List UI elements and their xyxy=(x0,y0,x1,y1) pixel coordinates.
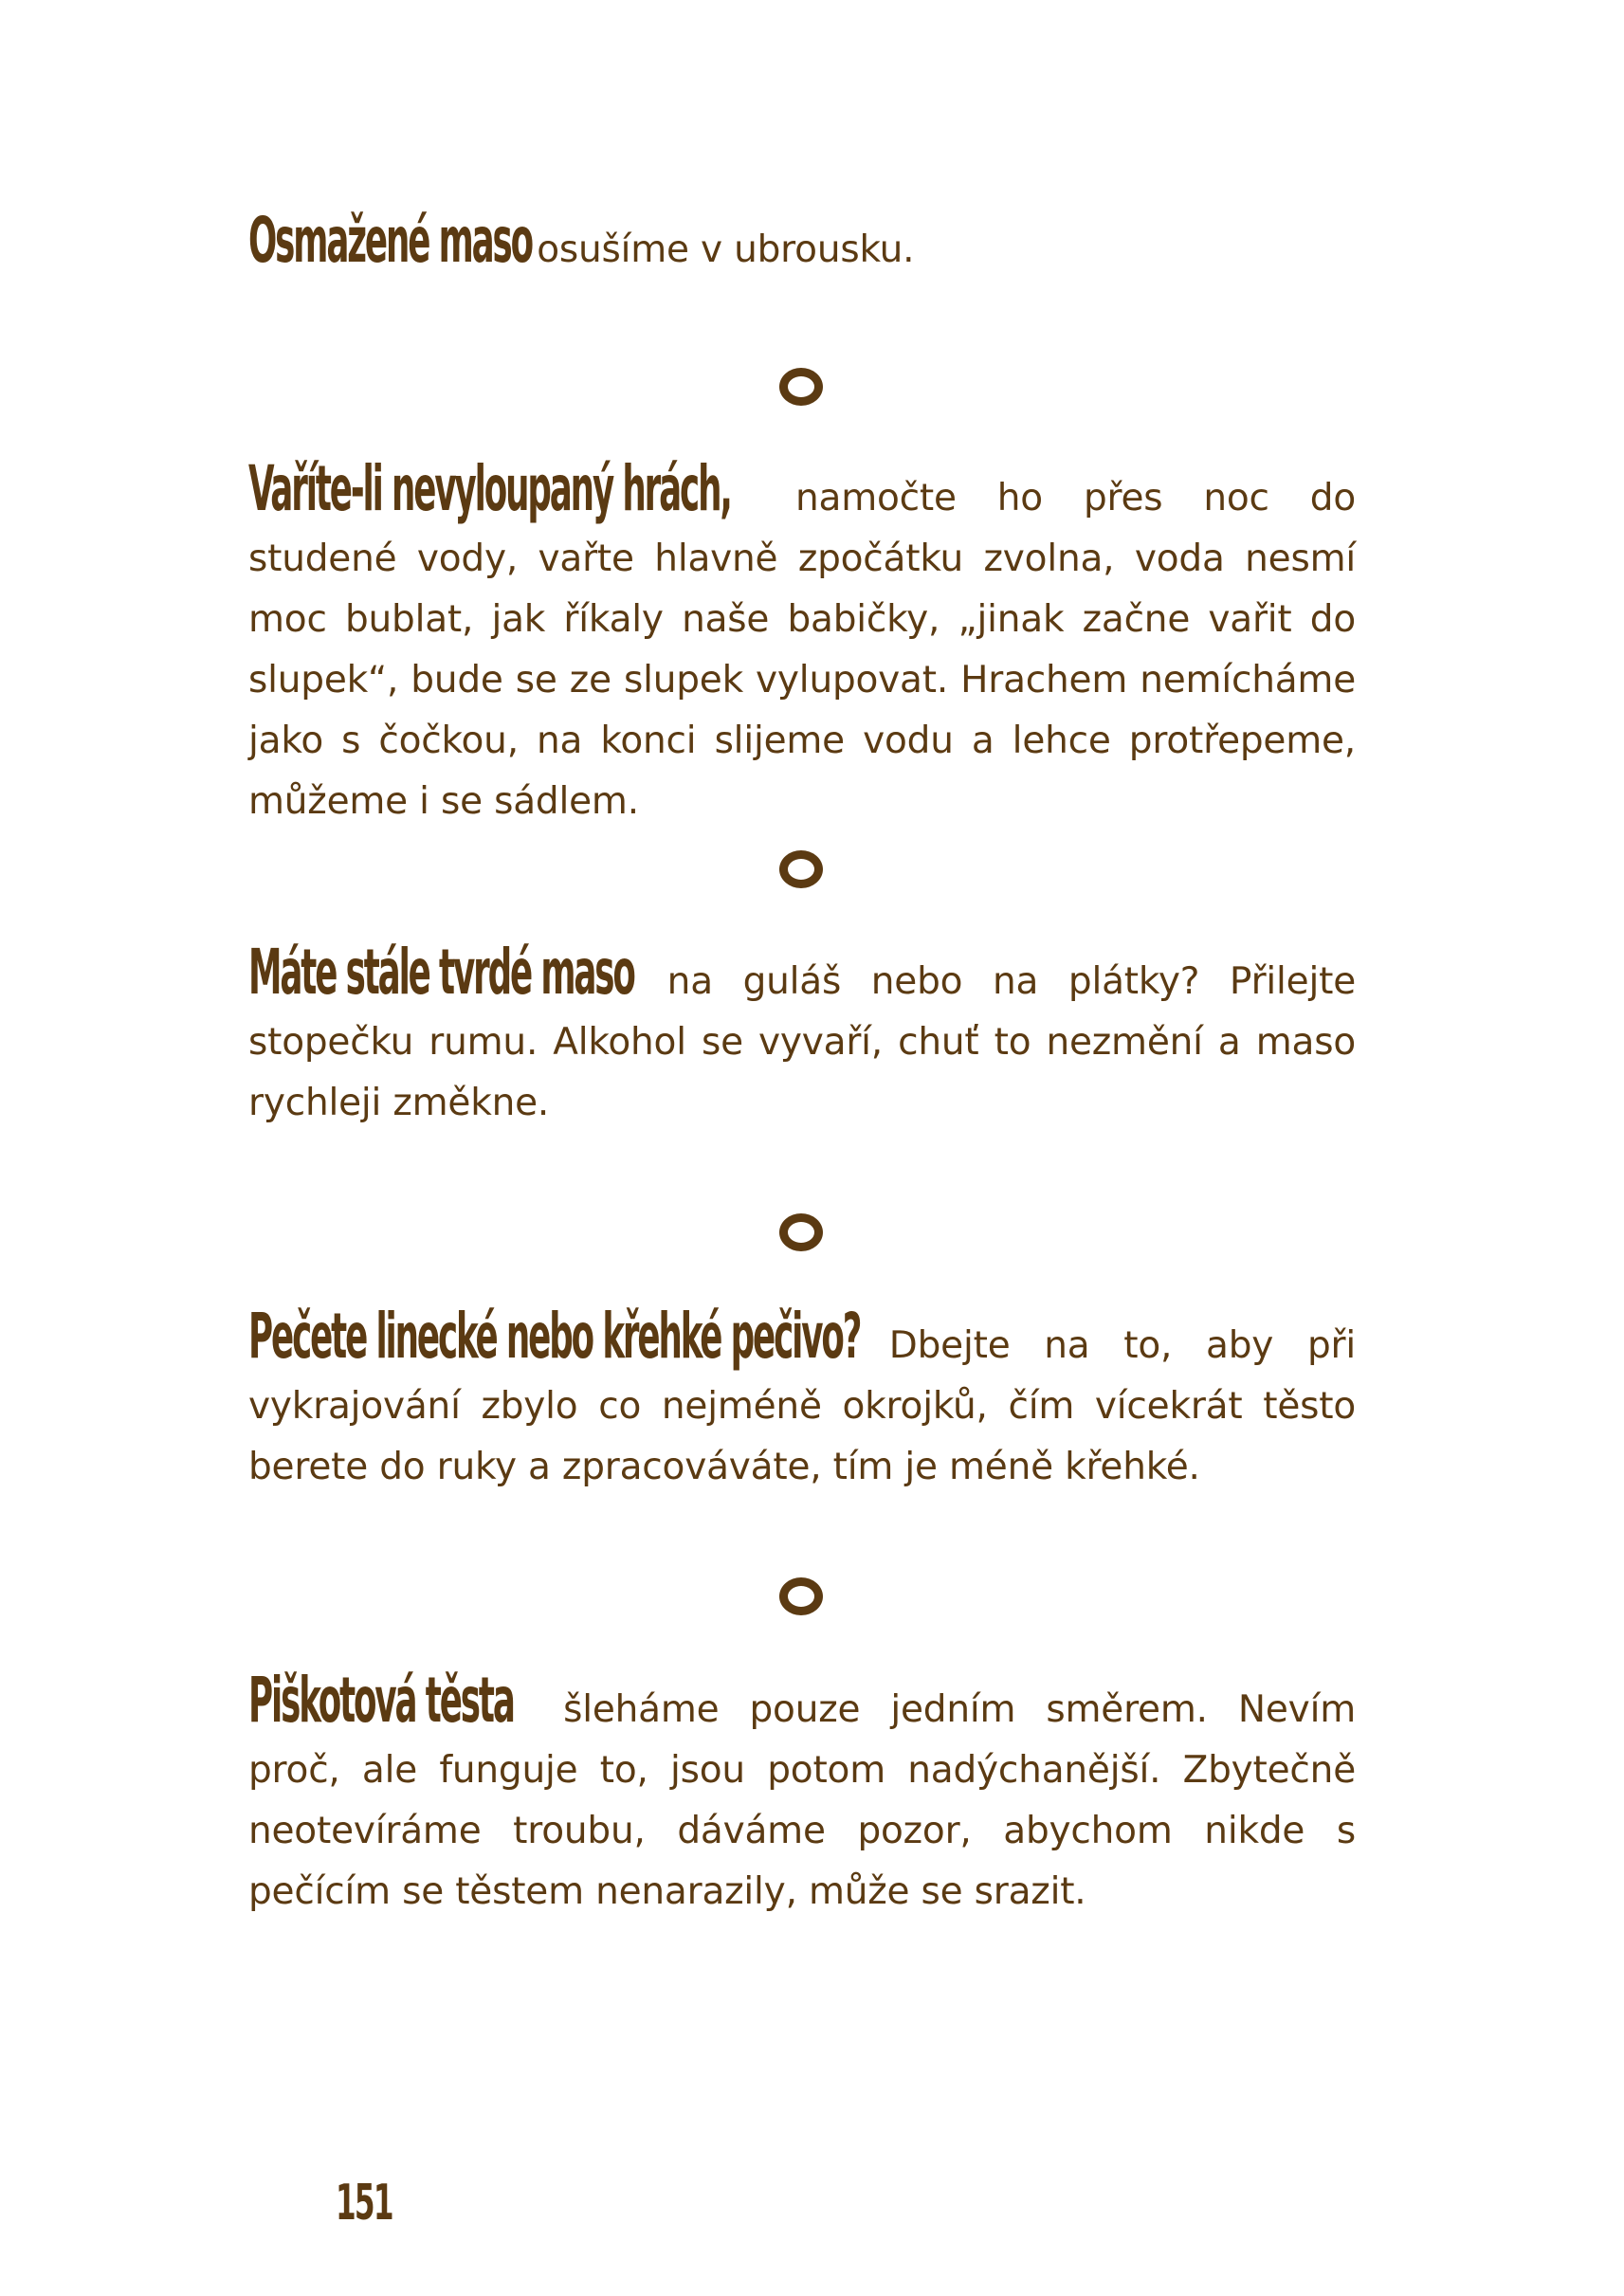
tip-1 xyxy=(248,204,1356,281)
tip-lead: Pečete linecké nebo křehké pečivo? xyxy=(248,1300,861,1373)
tip-text: Dbejte na to, aby při vykrajování zbylo co nejméně okrojků, čím vícekrát těsto berete do ruky a zpracováváte, tím je méně křehké. xyxy=(248,1324,1356,1488)
tip-text: osušíme v ubrousku. xyxy=(525,228,915,271)
tip-2 xyxy=(248,452,1356,832)
tip-text: na guláš nebo na plátky? Přilejte stopečku rumu. Alkohol se vyvaří, chuť to nezmění a maso rychleji změkne. xyxy=(248,960,1356,1124)
tip-4 xyxy=(248,1300,1356,1498)
page-number: 151 xyxy=(336,2175,392,2232)
ring-bullet-icon xyxy=(779,1213,823,1251)
tip-text: šleháme pouze jedním směrem. Nevím proč, ale funguje to, jsou potom nadýchanější. Zbytečně neotevíráme troubu, dáváme pozor, abychom nikde s pečícím se těstem nenarazily, může se srazit. xyxy=(248,1688,1356,1913)
tip-lead: Piškotová těsta xyxy=(248,1664,514,1737)
ring-bullet-icon xyxy=(779,368,823,406)
tip-lead: Máte stále tvrdé maso xyxy=(248,936,634,1009)
tip-5 xyxy=(248,1664,1356,1922)
ring-bullet-icon xyxy=(779,1577,823,1615)
tip-lead: Osmažené maso xyxy=(248,204,533,277)
tip-text: namočte ho přes noc do studené vody, vařte hlavně zpočátku zvolna, voda nesmí moc bublat, jak říkaly naše babičky, „jinak začne vařit do slupek“, bude se ze slupek vylupovat. Hrachem nemícháme jako s čočkou, na konci slijeme vodu a lehce protřepeme, můžeme i se sádlem. xyxy=(248,477,1356,823)
ring-bullet-icon xyxy=(779,850,823,888)
tip-3 xyxy=(248,936,1356,1134)
tip-lead: Vaříte-li nevyloupaný hrách, xyxy=(248,452,731,525)
